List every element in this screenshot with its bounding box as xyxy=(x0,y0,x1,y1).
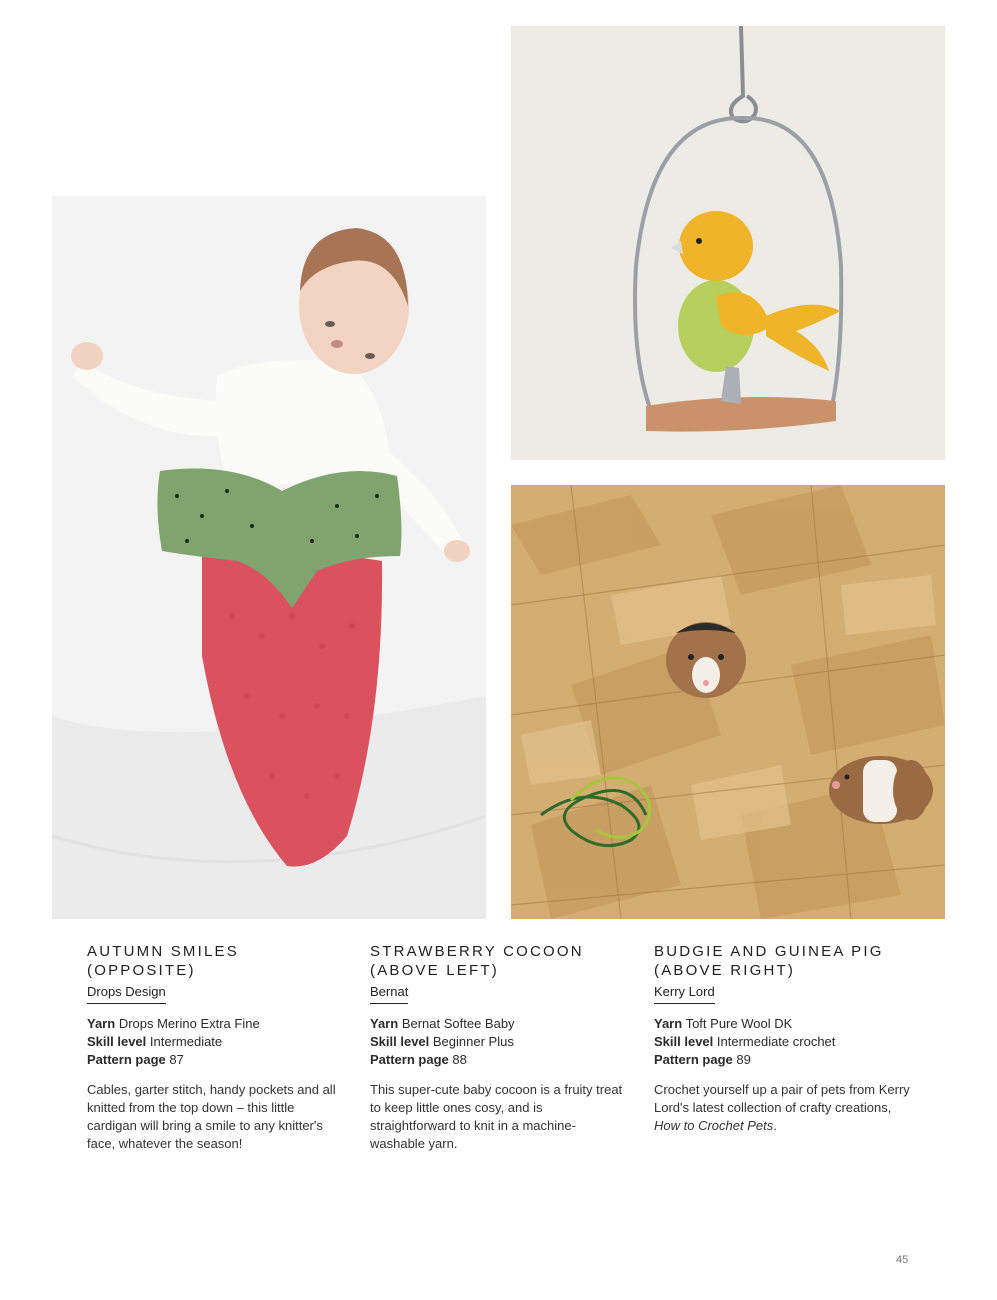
pattern-page-value: 88 xyxy=(452,1052,467,1067)
yarn-value: Drops Merino Extra Fine xyxy=(118,1016,260,1031)
page-number: 45 xyxy=(896,1254,909,1266)
skill-value: Intermediate xyxy=(149,1034,223,1049)
yarn-row xyxy=(87,1015,347,1033)
skill-label: Skill level xyxy=(87,1034,147,1049)
project-description: This super-cute baby cocoon is a fruity treat to keep little ones cosy, and is straightforward to knit in a machine-washable yarn. xyxy=(370,1082,623,1151)
project-title-line1: AUTUMN SMILES xyxy=(87,943,239,960)
yarn-label: Yarn xyxy=(370,1016,399,1031)
pattern-page-value: 87 xyxy=(169,1052,184,1067)
project-description xyxy=(654,1081,914,1135)
description-end: . xyxy=(773,1118,777,1133)
skill-row xyxy=(654,1033,914,1051)
yarn-label: Yarn xyxy=(654,1016,683,1031)
photo-guinea-pigs xyxy=(511,485,945,919)
project-title xyxy=(654,942,914,980)
pattern-row xyxy=(87,1051,347,1069)
project-autumn-smiles xyxy=(87,942,347,1153)
project-title-line1: STRAWBERRY COCOON xyxy=(370,943,584,960)
project-title-line2: (OPPOSITE) xyxy=(87,962,196,979)
yarn-value: Toft Pure Wool DK xyxy=(685,1016,793,1031)
skill-label: Skill level xyxy=(654,1034,714,1049)
designer-name: Bernat xyxy=(370,983,408,1004)
project-specs xyxy=(654,1015,914,1069)
description-text: Crochet yourself up a pair of pets from Kerry Lord's latest collection of crafty creations, xyxy=(654,1082,910,1115)
project-specs xyxy=(87,1015,347,1069)
pattern-label: Pattern page xyxy=(654,1052,733,1067)
pattern-page-value: 89 xyxy=(736,1052,751,1067)
project-description: Cables, garter stitch, handy pockets and all knitted from the top down – this little cardigan will bring a smile to any knitter's face, whatever the season! xyxy=(87,1082,336,1151)
photo-strawberry-cocoon xyxy=(52,196,486,919)
pattern-label: Pattern page xyxy=(87,1052,166,1067)
skill-value: Beginner Plus xyxy=(432,1034,514,1049)
project-title-line2: (ABOVE RIGHT) xyxy=(654,962,796,979)
yarn-value: Bernat Softee Baby xyxy=(401,1016,515,1031)
project-title xyxy=(87,942,347,980)
yarn-row xyxy=(370,1015,630,1033)
project-title xyxy=(370,942,630,980)
pattern-row xyxy=(370,1051,630,1069)
project-specs xyxy=(370,1015,630,1069)
pattern-label: Pattern page xyxy=(370,1052,449,1067)
designer-name: Kerry Lord xyxy=(654,983,715,1004)
yarn-label: Yarn xyxy=(87,1016,116,1031)
pattern-row xyxy=(654,1051,914,1069)
yarn-row xyxy=(654,1015,914,1033)
book-title: How to Crochet Pets xyxy=(654,1118,774,1133)
project-budgie-and-guinea-pig xyxy=(654,942,914,1135)
skill-row xyxy=(370,1033,630,1051)
skill-row xyxy=(87,1033,347,1051)
designer-name: Drops Design xyxy=(87,983,166,1004)
project-title-line1: BUDGIE AND GUINEA PIG xyxy=(654,943,884,960)
project-strawberry-cocoon xyxy=(370,942,630,1153)
project-title-line2: (ABOVE LEFT) xyxy=(370,962,499,979)
skill-value: Intermediate crochet xyxy=(716,1034,836,1049)
photo-budgie xyxy=(511,26,945,460)
skill-label: Skill level xyxy=(370,1034,430,1049)
